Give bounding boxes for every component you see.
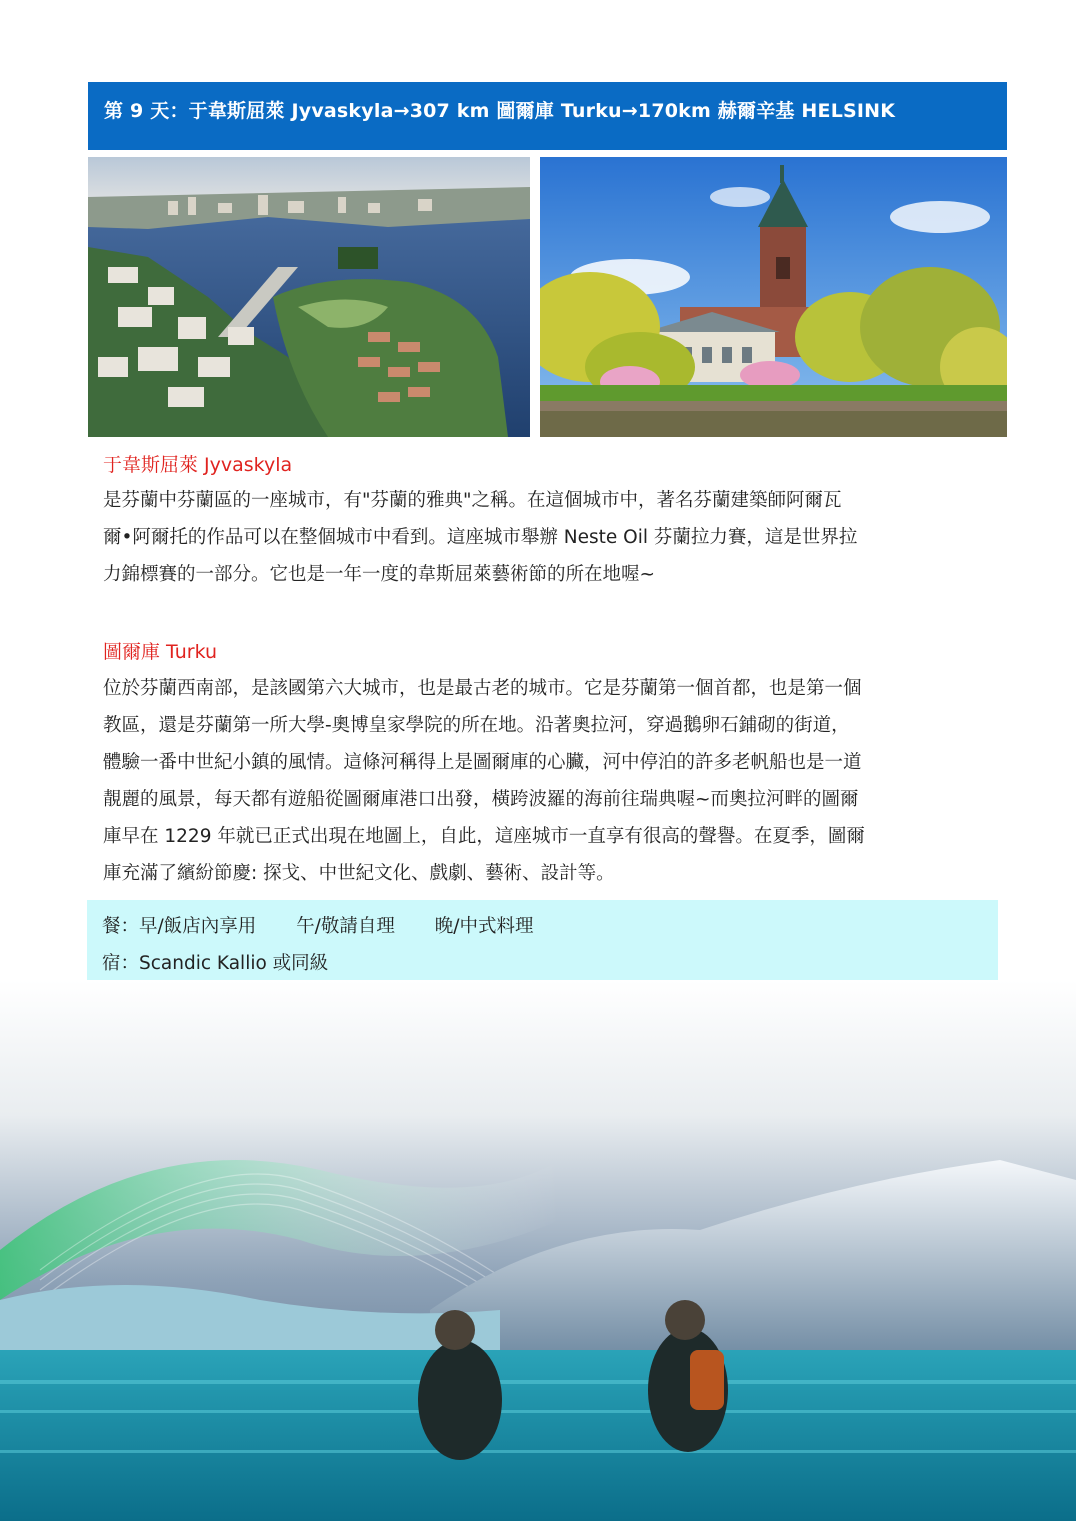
turku-line-4: 靚麗的風景，每天都有遊船從圖爾庫港口出發，橫跨波羅的海前往瑞典喔~而奧拉河畔的圖爾: [103, 789, 859, 810]
section-title-jyvaskyla: 于韋斯屈萊 Jyvaskyla: [103, 454, 293, 476]
meal-lunch: 午/敬請自理: [296, 916, 395, 937]
turku-line-5: 庫早在 1229 年就已正式出現在地圖上，自此，這座城市一直享有很高的聲譽。在夏季，圖爾: [103, 826, 865, 847]
jyvaskyla-description: [103, 482, 998, 593]
turku-line-1: 位於芬蘭西南部，是該國第六大城市，也是最古老的城市。它是芬蘭第一個首都，也是第一個: [103, 678, 862, 699]
turku-cathedral-photo: [540, 157, 1007, 437]
day-header: [88, 82, 1007, 150]
jyvaskyla-aerial-photo: [88, 157, 530, 437]
meal-and-hotel-box: [87, 900, 998, 989]
hotel-row: 宿：Scandic Kallio 或同級: [102, 953, 329, 974]
turku-line-2: 教區，還是芬蘭第一所大學-奧博皇家學院的所在地。沿著奧拉河，穿過鵝卵石鋪砌的街道，: [103, 715, 850, 736]
turku-line-6: 庫充滿了繽紛節慶: 探戈、中世紀文化、戲劇、藝術、設計等。: [103, 863, 615, 884]
section-title-turku: 圖爾庫 Turku: [103, 641, 218, 663]
meal-breakfast: 餐：早/飯店內享用: [102, 916, 257, 937]
jyvaskyla-line-1: 是芬蘭中芬蘭區的一座城市，有"芬蘭的雅典"之稱。在這個城市中，著名芬蘭建築師阿爾瓦: [103, 490, 842, 511]
jyvaskyla-line-3: 力錦標賽的一部分。它也是一年一度的韋斯屈萊藝術節的所在地喔~: [103, 564, 656, 585]
turku-line-3: 體驗一番中世紀小鎮的風情。這條河稱得上是圖爾庫的心臟，河中停泊的許多老帆船也是一道: [103, 752, 862, 773]
arctic-aurora-background: [0, 980, 1076, 1521]
day-title: 第 9 天：于韋斯屈萊 Jyvaskyla→307 km 圖爾庫 Turku→170km 赫爾辛基 HELSINK: [104, 100, 896, 122]
meals-row: [102, 908, 998, 945]
jyvaskyla-line-2: 爾•阿爾托的作品可以在整個城市中看到。這座城市舉辦 Neste Oil 芬蘭拉力賽，這是世界拉: [103, 527, 858, 548]
turku-description: [103, 670, 998, 892]
meal-dinner: 晚/中式料理: [434, 916, 534, 937]
